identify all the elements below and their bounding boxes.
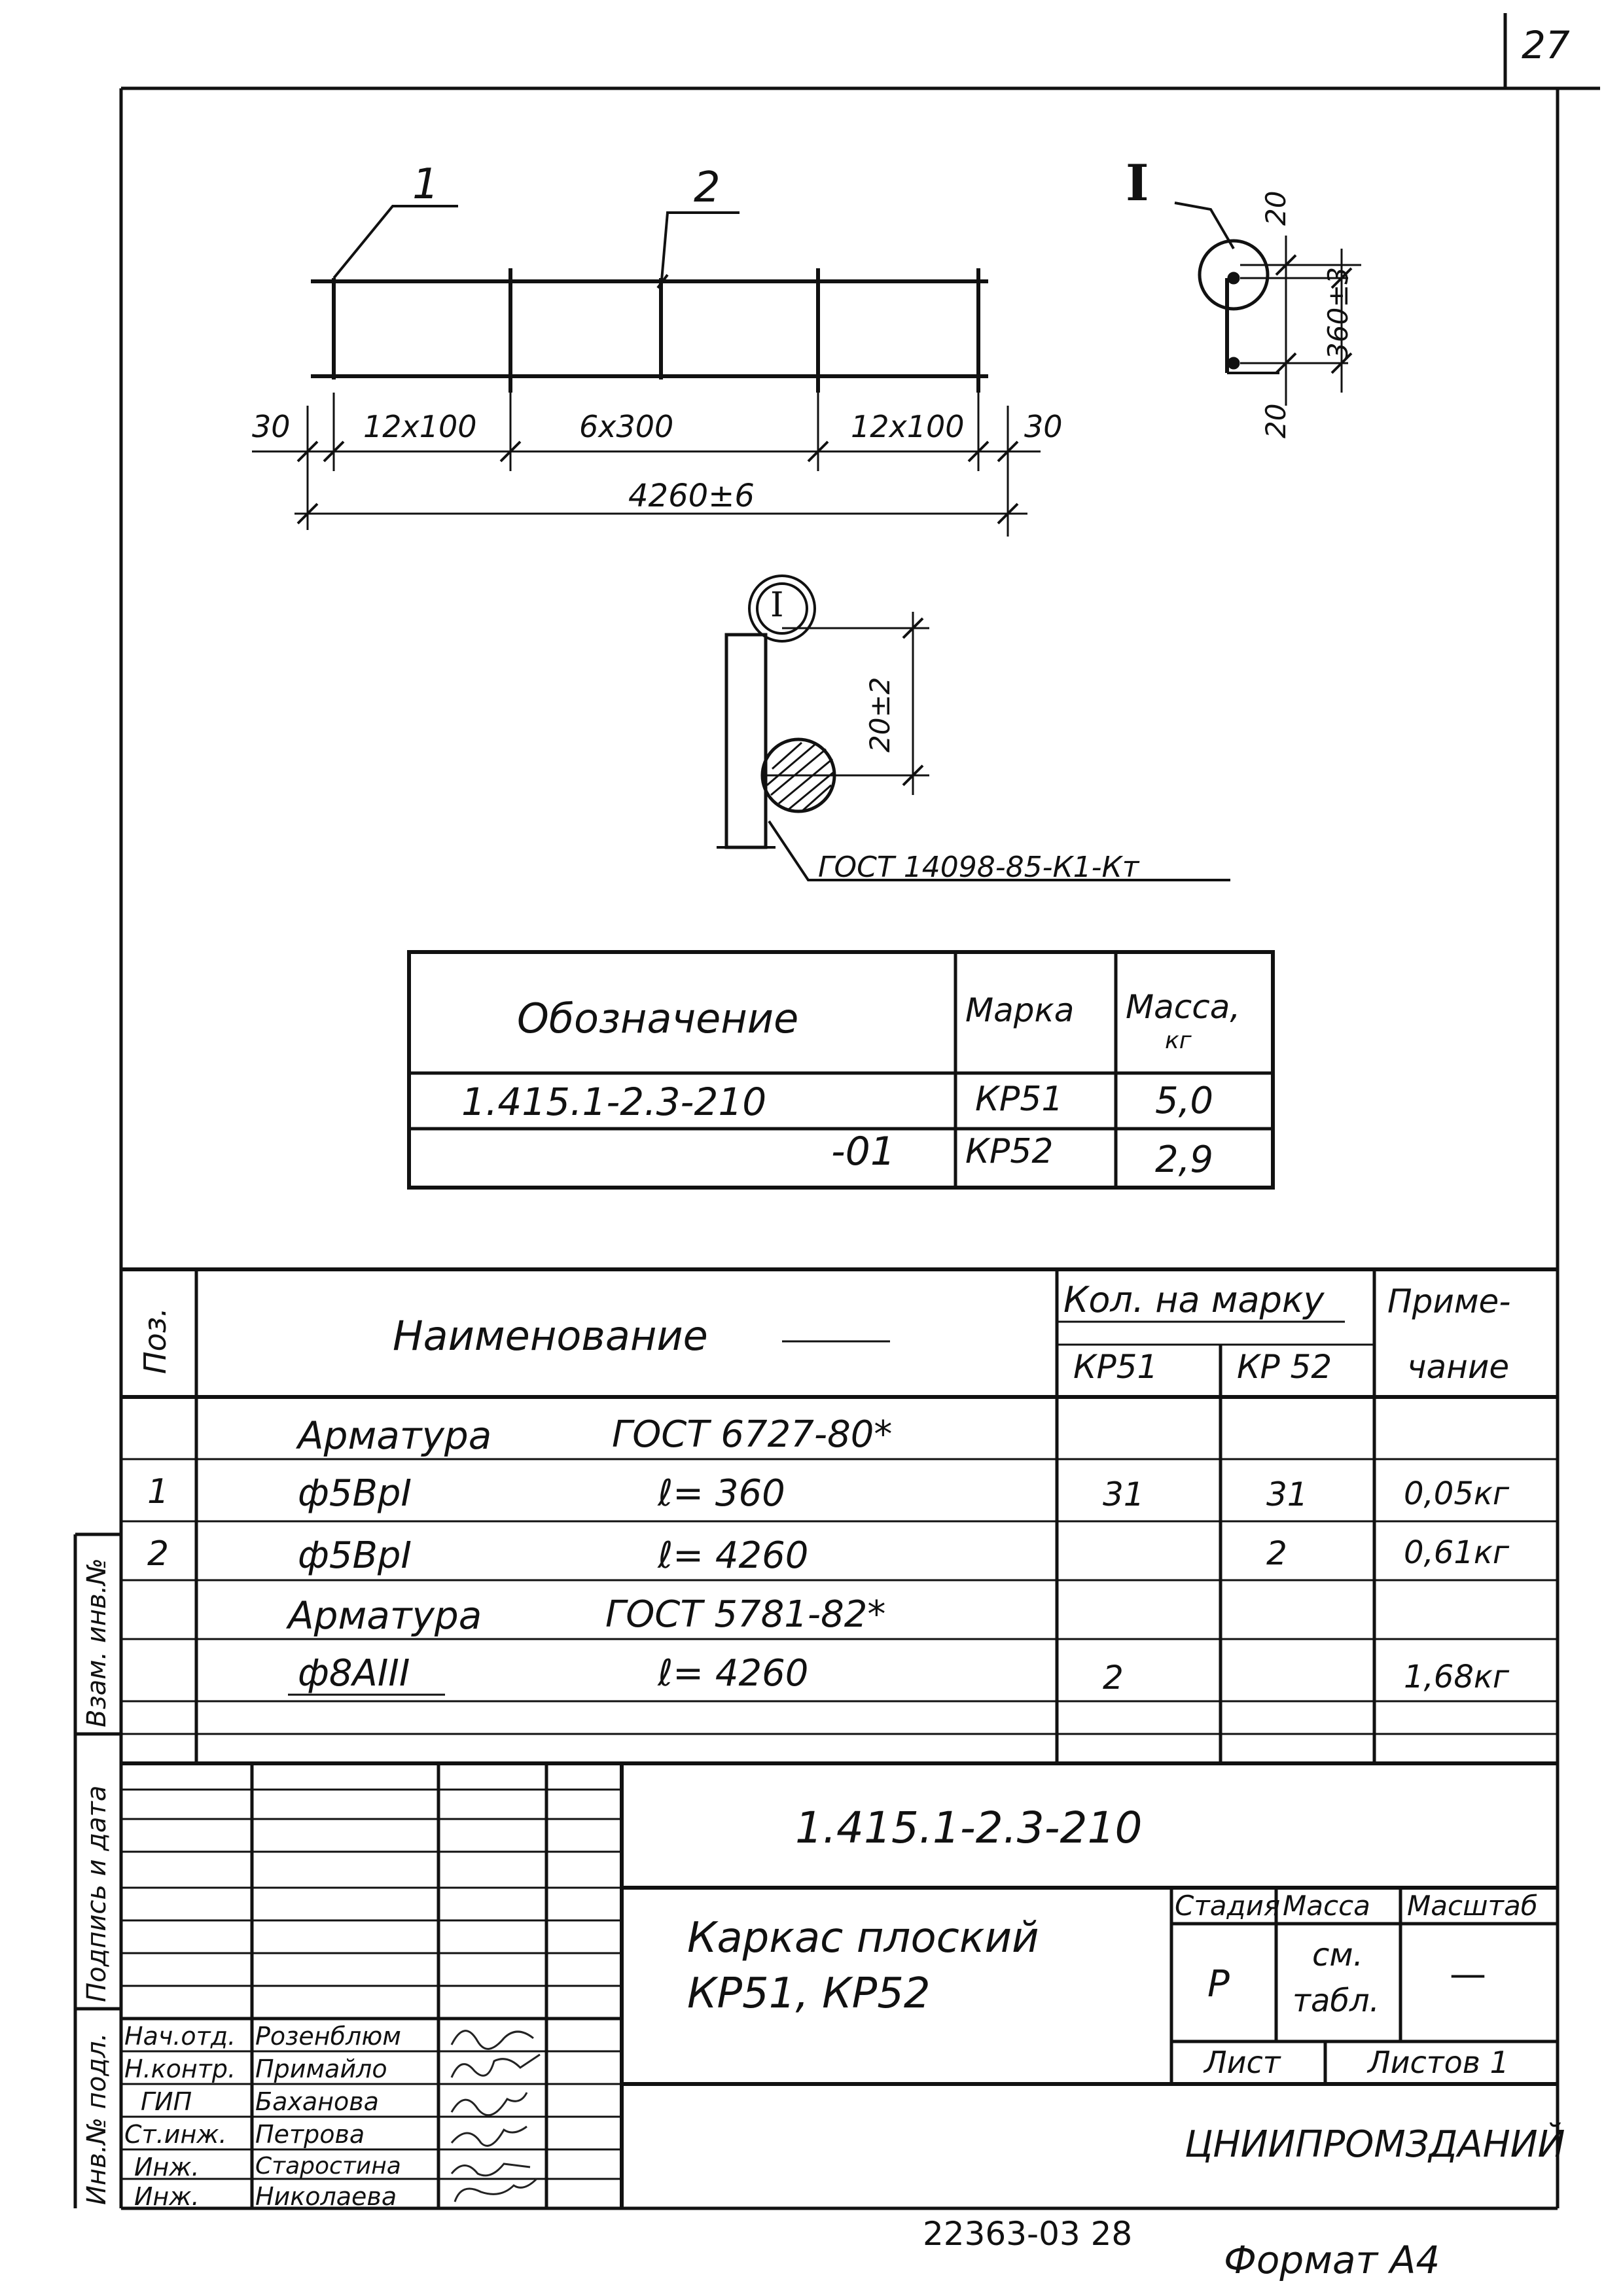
sheets-label: Листов 1 <box>1368 2045 1509 2080</box>
staff-name-6: Николаева <box>255 2182 397 2211</box>
spec-row-2-name: ф5ВрI <box>298 1472 412 1515</box>
scale-value: — <box>1450 1953 1486 1996</box>
callout-1: 1 <box>412 160 439 209</box>
dim-12x100-left: 12x100 <box>363 409 477 444</box>
dim-12x100-right: 12x100 <box>851 409 965 444</box>
stage-value: Р <box>1207 1963 1230 2005</box>
spec-header-kr52: КР 52 <box>1237 1348 1332 1386</box>
variants-header-mass: Масса, <box>1126 988 1241 1026</box>
spec-row-5-note: 1,68кг <box>1404 1659 1510 1695</box>
spec-row-5-spec: ℓ= 4260 <box>658 1652 809 1695</box>
doc-title-line-1: Каркас плоский <box>687 1914 1039 1962</box>
spec-row-5-name: ф8АIII <box>298 1652 410 1695</box>
spec-row-3-kr52: 2 <box>1266 1534 1287 1572</box>
spec-row-4-name: Арматура <box>288 1593 482 1638</box>
section-dim-top: 20 <box>1260 190 1292 226</box>
detail-dim: 20±2 <box>864 677 896 752</box>
variants-row-2-designation: -01 <box>831 1129 895 1174</box>
variants-row-1-designation: 1.415.1-2.3-210 <box>461 1080 767 1124</box>
signature-4 <box>452 2127 527 2146</box>
side-stamp-inv-podl: Инв.№ подл. <box>82 2032 112 2205</box>
spec-header-kr51: КР51 <box>1073 1348 1158 1386</box>
signature-1 <box>452 2031 533 2049</box>
copy-number: 22363-03 28 <box>923 2215 1133 2253</box>
side-stamp-vzam-inv: Взам. инв.№ <box>82 1558 112 1727</box>
staff-name-1: Розенблюм <box>255 2022 401 2051</box>
spec-header-pos: Поз. <box>137 1307 173 1374</box>
page-number: 27 <box>1522 23 1570 67</box>
staff-role-6: Инж. <box>134 2182 200 2211</box>
variants-row-2-mark: КР52 <box>965 1132 1054 1171</box>
dim-total: 4260±6 <box>628 478 755 514</box>
signature-2 <box>452 2055 540 2077</box>
signature-6 <box>455 2179 537 2202</box>
spec-row-3-pos: 2 <box>147 1534 169 1574</box>
organization-name: ЦНИИПРОМЗДАНИЙ <box>1185 2123 1565 2166</box>
mass-value-2: табл. <box>1293 1983 1380 2019</box>
section-dim-bottom: 20 <box>1260 403 1292 438</box>
dim-6x300: 6x300 <box>579 409 674 444</box>
format-label: Формат А4 <box>1224 2238 1440 2282</box>
staff-role-1: Нач.отд. <box>124 2022 236 2051</box>
signature-5 <box>452 2164 530 2176</box>
staff-role-5: Инж. <box>134 2153 200 2181</box>
signature-3 <box>452 2093 527 2115</box>
stage-label: Стадия <box>1175 1890 1281 1922</box>
variants-row-1-mark: КР51 <box>975 1080 1063 1119</box>
spec-row-1-name: Арматура <box>298 1413 492 1458</box>
staff-name-3: Баханова <box>255 2087 379 2116</box>
spec-row-3-name: ф5ВрI <box>298 1534 412 1577</box>
variants-row-2-mass: 2,9 <box>1155 1139 1214 1181</box>
spec-header-note-1: Приме- <box>1387 1282 1511 1320</box>
doc-code: 1.415.1-2.3-210 <box>795 1803 1143 1853</box>
doc-title-line-2: КР51, КР52 <box>687 1969 931 2018</box>
staff-name-5: Старостина <box>255 2153 401 2180</box>
section-dim-mid: 360±3 <box>1322 266 1354 360</box>
section-mark: I <box>1126 154 1149 212</box>
mass-label: Масса <box>1283 1890 1370 1922</box>
variants-row-1-mass: 5,0 <box>1155 1080 1214 1122</box>
spec-row-2-pos: 1 <box>147 1472 169 1511</box>
sheet-label: Лист <box>1204 2045 1281 2080</box>
spec-header-note-2: чание <box>1407 1348 1510 1386</box>
spec-row-4-spec: ГОСТ 5781-82* <box>605 1593 886 1636</box>
spec-row-3-note: 0,61кг <box>1404 1534 1510 1571</box>
staff-role-4: Ст.инж. <box>124 2120 227 2149</box>
mass-value-1: см. <box>1312 1937 1363 1973</box>
dim-30-right: 30 <box>1024 409 1063 444</box>
staff-name-4: Петрова <box>255 2120 365 2149</box>
spec-row-1-spec: ГОСТ 6727-80* <box>612 1413 893 1456</box>
variants-header-mark: Марка <box>965 991 1075 1029</box>
detail-mark: I <box>770 586 784 625</box>
staff-role-2: Н.контр. <box>124 2055 236 2083</box>
scale-label: Масштаб <box>1407 1890 1538 1922</box>
spec-row-5-kr51: 2 <box>1103 1659 1124 1697</box>
spec-row-2-kr52: 31 <box>1266 1475 1308 1513</box>
spec-row-2-spec: ℓ= 360 <box>658 1472 785 1515</box>
spec-header-name: Наименование <box>393 1312 708 1360</box>
dim-30-left: 30 <box>252 409 291 444</box>
staff-role-3: ГИП <box>141 2087 192 2116</box>
spec-row-2-kr51: 31 <box>1103 1475 1145 1513</box>
variants-header-mass-unit: кг <box>1165 1027 1192 1054</box>
spec-row-3-spec: ℓ= 4260 <box>658 1534 809 1577</box>
spec-header-qty: Кол. на марку <box>1063 1279 1325 1320</box>
callout-2: 2 <box>694 164 721 212</box>
weld-note: ГОСТ 14098-85-К1-Кт <box>818 851 1139 884</box>
variants-header-designation: Обозначение <box>517 995 799 1042</box>
spec-row-2-note: 0,05кг <box>1404 1475 1510 1512</box>
side-stamp-signature-date: Подпись и дата <box>82 1785 112 2002</box>
staff-name-2: Примайло <box>255 2055 387 2083</box>
